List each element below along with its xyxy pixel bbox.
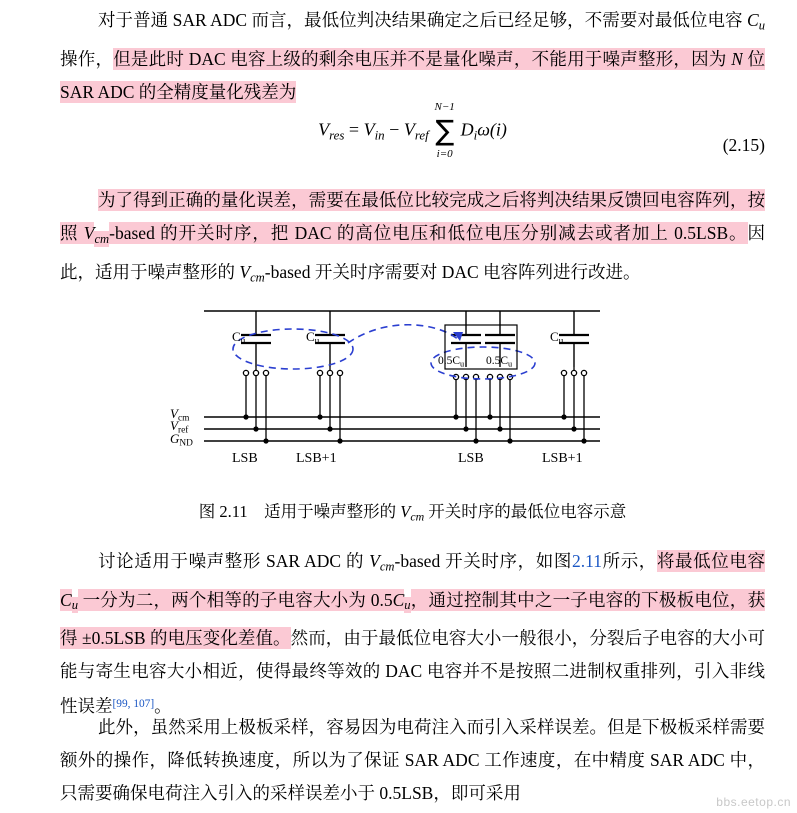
figure-bottom-label-lsb-right: LSB <box>458 451 484 466</box>
figure-label-cu-left-1: $C_u$ <box>232 329 246 347</box>
figure-caption-text-b: 开关时序的最低位电容示意 <box>424 502 627 521</box>
eq-minus: − <box>389 119 400 140</box>
figure-label-cu-left-2: $C_u$ <box>306 329 320 347</box>
equation-number: (2.15) <box>722 135 765 155</box>
p2-tail-a: 因此，适用于噪声整形的 <box>60 223 765 282</box>
figure-caption-vcm-v: V <box>400 502 411 521</box>
figure-label-halfcu-2: $0.5C_u$ <box>486 355 513 369</box>
p3-vcm-sub: cm <box>379 559 395 574</box>
eq-lhs-v: V <box>318 119 330 140</box>
figure-rail-label-vref: $V_{ref}$ <box>170 418 189 436</box>
p1-plain-mid: 操作， <box>60 48 114 69</box>
figure-caption-vcm-sub: cm <box>410 509 425 524</box>
p1-plain-start: 对于普通 SAR ADC 而言，最低位判决结果确定之后已经足够，不需要对最低位电容 <box>98 10 748 30</box>
p3-vcm-v: V <box>369 551 380 571</box>
figure-label-cu-right: $C_u$ <box>550 329 564 347</box>
eq-sum-upper: N−1 <box>434 101 455 113</box>
figure-label-halfcu-1: $0.5C_u$ <box>438 355 465 369</box>
paragraph-4 <box>60 711 765 810</box>
cap-lsb1-right <box>559 311 589 367</box>
eq-term: D <box>460 119 474 140</box>
p2-tail-vcm-v: V <box>239 261 251 282</box>
p1-cu-sub: u <box>758 18 765 33</box>
figure-2-11 <box>170 305 630 490</box>
cap-lsb1-left <box>315 311 345 367</box>
figure-caption-text-a: 适用于噪声整形的 <box>264 502 401 521</box>
figure-caption-number: 图 2.11 <box>198 502 248 521</box>
p1-highlight-1: 但是此时 DAC 电容上级的剩余电压并不是量化噪声，不能用于噪声整形，因为 <box>113 48 732 69</box>
annotation-ellipse-left <box>233 329 353 369</box>
p1-cu-symbol: C <box>747 10 759 30</box>
eq-equals: = <box>348 119 360 140</box>
p3-lead-b: -based 开关时序，如图 <box>394 551 572 571</box>
figure-rail-label-vcm: $V_{cm}$ <box>170 406 190 424</box>
p3-cu2-sub: u <box>404 598 411 613</box>
p3-cu-v: C <box>60 589 72 610</box>
paragraph-3 <box>60 545 765 723</box>
p2-vcm-sub: cm <box>94 231 110 246</box>
figure-bottom-label-lsb1-right: LSB+1 <box>542 451 583 466</box>
p2-tail-b: -based 开关时序需要对 DAC 电容阵列进行改进。 <box>264 261 641 282</box>
citation-reference[interactable]: [99, 107] <box>112 698 155 711</box>
p3-tail: 然而，由于最低位电容大小一般很小，分裂后子电容的大小可能与寄生电容大小相近，使得最终等效的 DAC 电容并不是按照二进制权重排列，引入非线性误差 <box>60 628 766 717</box>
figure-rail-label-gnd: $G_{ND}$ <box>170 431 193 449</box>
eq-vin: V <box>363 119 375 140</box>
p3-highlight-c: ，通过控制其中之一子电容的下极板电位，获得 ±0.5LSB 的电压变化差值。 <box>60 589 766 649</box>
p2-highlight-a: 为了得到正确的量化误差，需要在最低位比较完成之后将判决结果反馈回电容阵列，按照 <box>60 190 765 243</box>
p3-cu-sub: u <box>71 598 78 613</box>
eq-sum-lower: i=0 <box>436 148 453 160</box>
paragraph-2 <box>60 184 765 294</box>
eq-vin-sub: in <box>374 127 385 143</box>
paragraph-1 <box>60 4 765 109</box>
watermark: bbs.eetop.cn <box>716 795 791 809</box>
figure-caption <box>60 498 765 524</box>
eq-lhs-sub: res <box>329 127 345 143</box>
p3-highlight-b: 一分为二，两个相等的子电容大小为 0.5 <box>77 589 393 610</box>
figure-bottom-label-lsb-left: LSB <box>232 451 258 466</box>
p2-vcm-v: V <box>83 223 95 243</box>
p3-lead-c: 所示， <box>601 551 657 571</box>
cap-lsb-left <box>241 311 271 367</box>
p3-highlight-a: 将最低位电容 <box>656 551 766 571</box>
annotation-arrow-curve <box>348 325 460 343</box>
figure-bottom-label-lsb1-left: LSB+1 <box>296 451 337 466</box>
equation-2-15 <box>60 101 765 160</box>
p1-highlight-n: N <box>731 48 743 69</box>
p4-text: 此外，虽然采用上极板采样，容易因为电荷注入而引入采样误差。但是下极板采样需要额外的操作，降低转换速度，所以为了保证 SAR ADC 工作速度，在中精度 SAR ADC 中，只需要确保电荷注入引入的采样误差小于 0.5LSB，即可采用 <box>60 717 765 803</box>
eq-vref: V <box>403 119 415 140</box>
eq-term-sub: i <box>473 127 478 143</box>
p3-tail-end: 。 <box>154 696 172 717</box>
p3-lead-a: 讨论适用于噪声整形 SAR ADC 的 <box>98 551 370 571</box>
p2-tail-vcm-sub: cm <box>250 270 265 285</box>
p2-highlight-b: -based 的开关时序，把 DAC 的高位电压和低位电压分别减去或者加上 0.5LSB。 <box>109 223 748 243</box>
eq-omega: ω(i) <box>477 119 507 140</box>
p3-cu2-v: C <box>392 589 405 610</box>
eq-sum-symbol: ∑ <box>435 114 455 147</box>
equation-block <box>60 101 765 178</box>
eq-vref-sub: ref <box>414 127 429 143</box>
eq-summation <box>434 101 455 160</box>
p1-highlight-2: 位 SAR ADC 的全精度量化残差为 <box>60 48 766 102</box>
figure-reference-link[interactable]: 2.11 <box>571 551 602 571</box>
